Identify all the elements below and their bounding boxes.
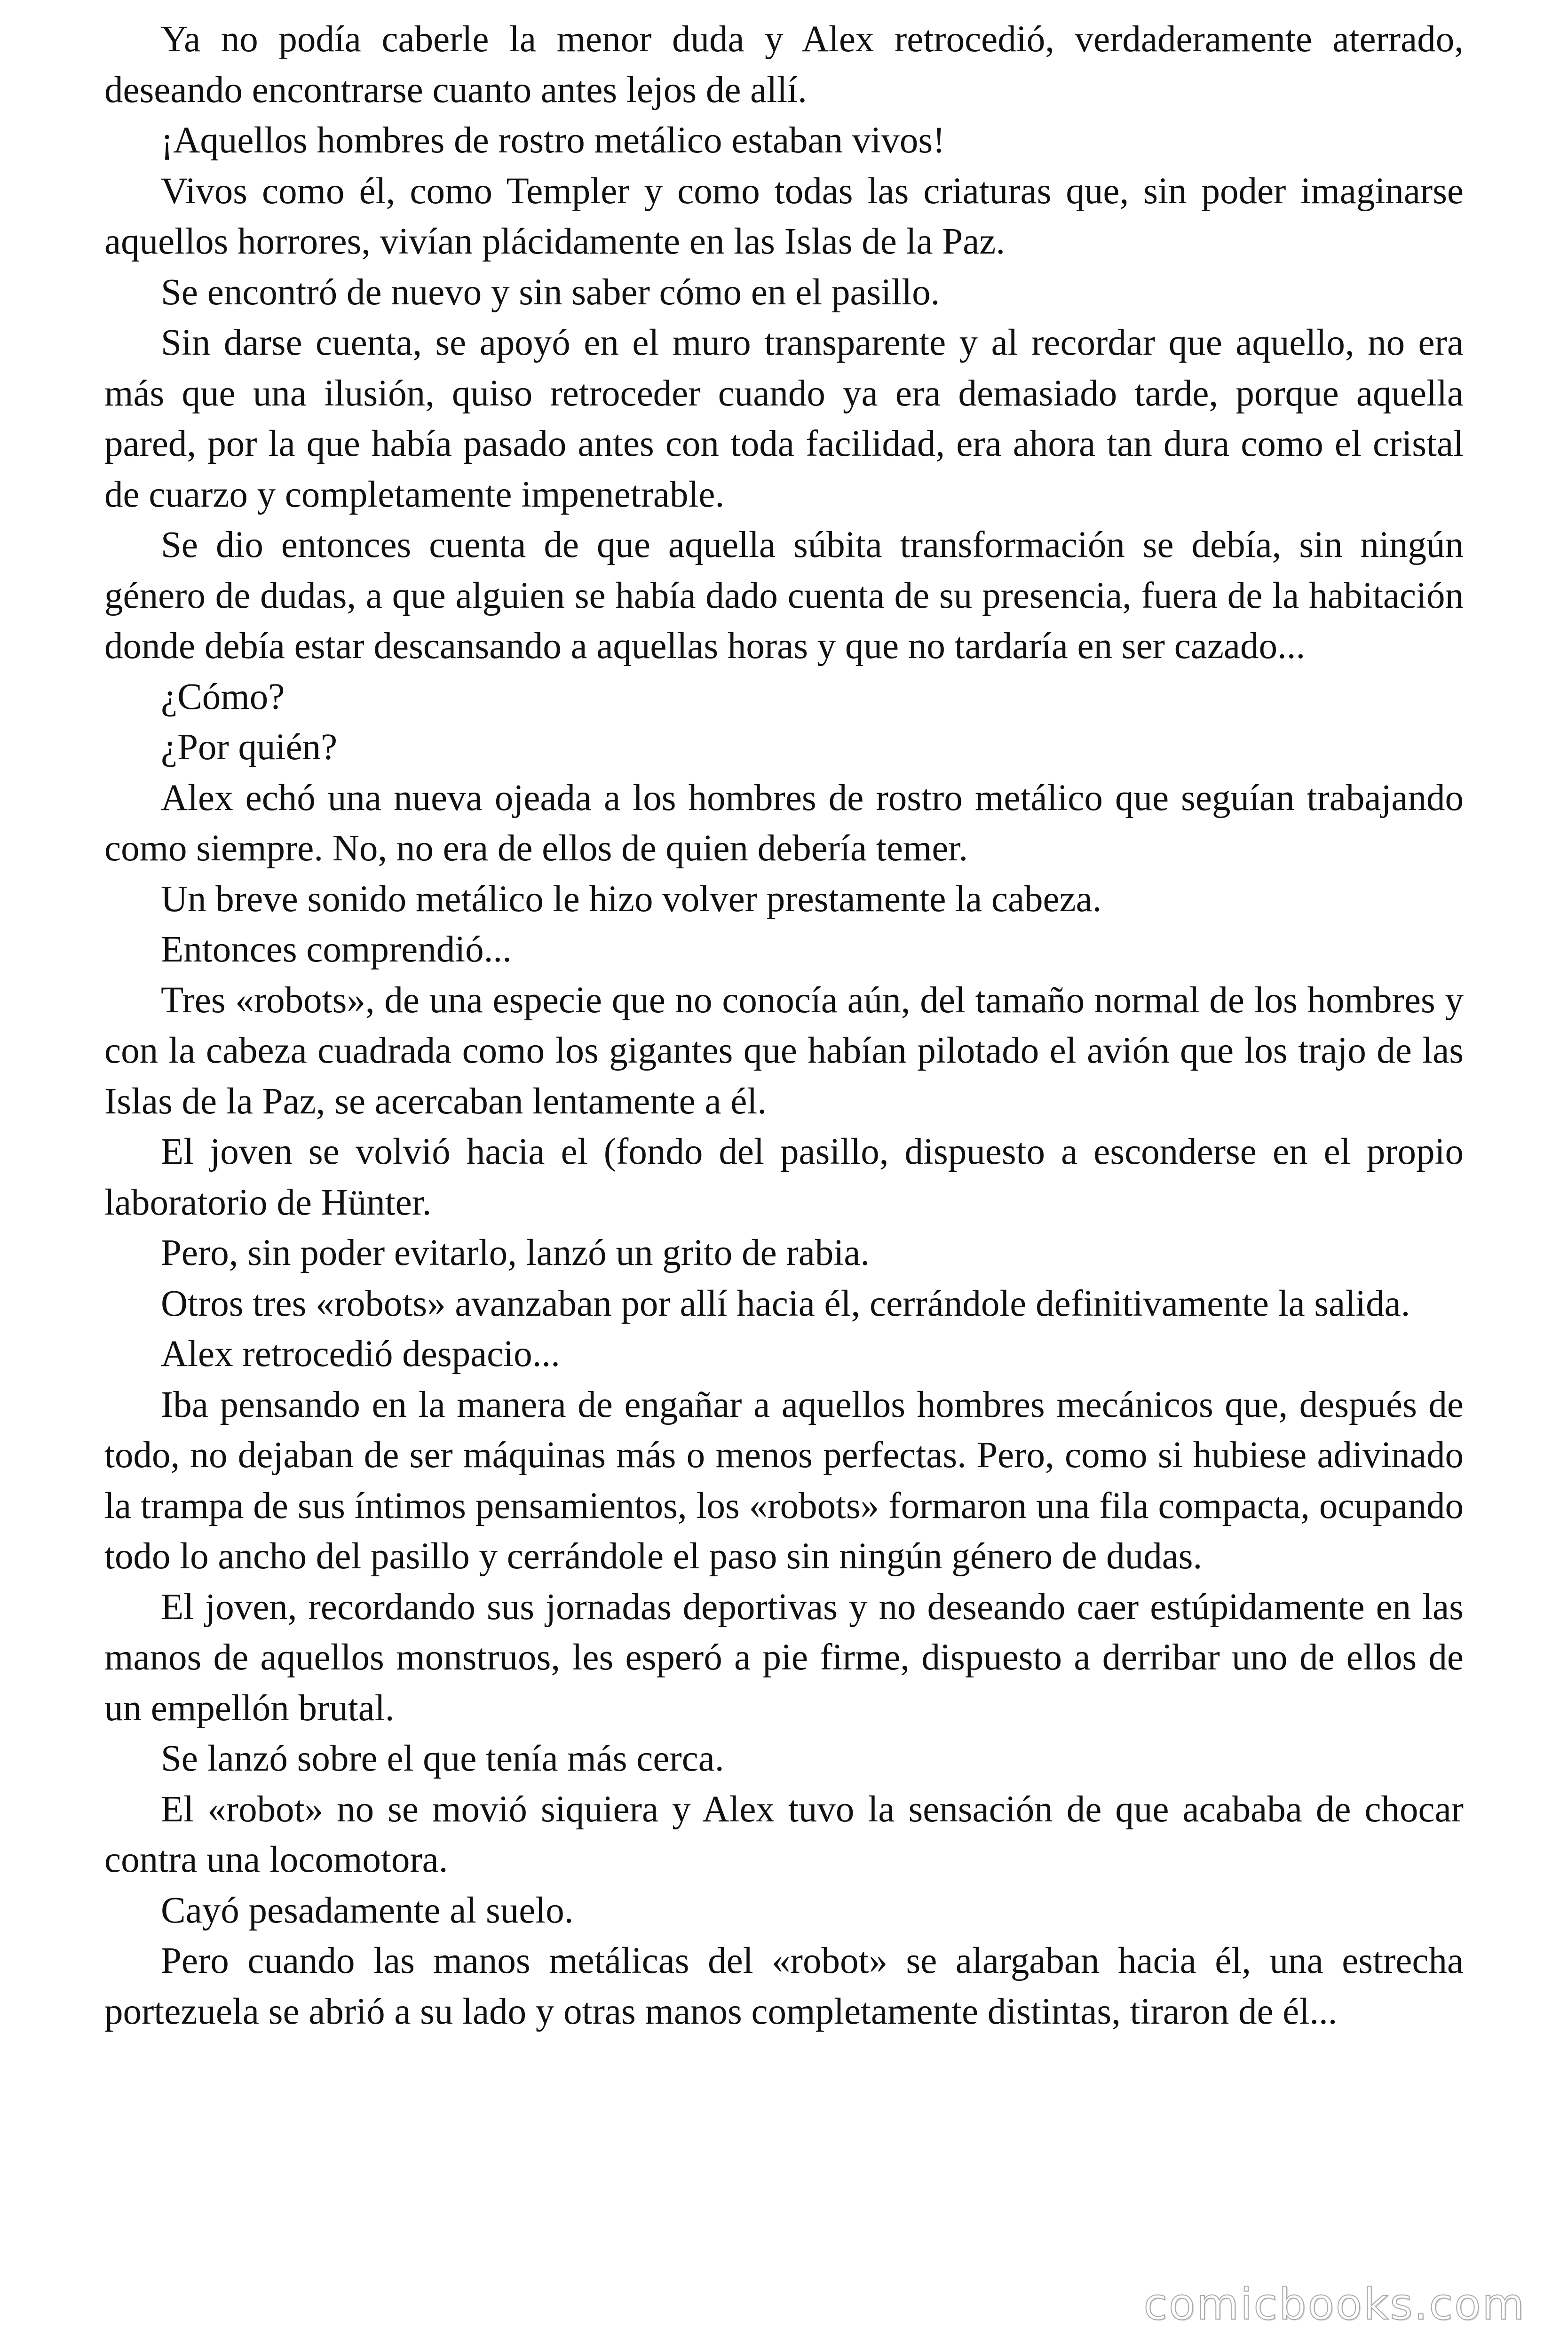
paragraph: Pero, sin poder evitarlo, lanzó un grito de rabia. [161,1232,870,1273]
paragraph: Se dio entonces cuenta de que aquella súbita transformación se debía, sin ningún género de dudas, a que alguien se había dado cuenta de su presencia, fuera de la habitación donde debía estar descansando a aquellas horas y que no tardaría en ser cazado... [104,524,1464,667]
paragraph: El joven se volvió hacia el (fondo del pasillo, dispuesto a esconderse en el propio laboratorio de Hünter. [104,1131,1464,1223]
paragraph: El joven, recordando sus jornadas deportivas y no deseando caer estúpidamente en las manos de aquellos monstruos, les esperó a pie firme, dispuesto a derribar uno de ellos de un empellón brutal. [104,1586,1464,1729]
paragraph: Cayó pesadamente al suelo. [161,1890,574,1931]
page-body [104,14,1464,2037]
paragraph: Se encontró de nuevo y sin saber cómo en el pasillo. [161,271,940,313]
paragraph: ¿Cómo? [161,676,285,717]
paragraph: Se lanzó sobre el que tenía más cerca. [161,1738,724,1779]
paragraph: El «robot» no se movió siquiera y Alex tuvo la sensación de que acababa de chocar contra una locomotora. [104,1788,1464,1880]
paragraph: Iba pensando en la manera de engañar a aquellos hombres mecánicos que, después de todo, no dejaban de ser máquinas más o menos perfectas. Pero, como si hubiese adivinado la trampa de sus íntimos pensamientos, los «robots» formaron una fila compacta, ocupando todo lo ancho del pasillo y cerrándole el paso sin ningún género de dudas. [104,1384,1464,1577]
site-watermark: comicbooks.com [1143,2279,1526,2329]
paragraph: Un breve sonido metálico le hizo volver prestamente la cabeza. [161,878,1102,920]
paragraph: Alex echó una nueva ojeada a los hombres de rostro metálico que seguían trabajando como siempre. No, no era de ellos de quien debería temer. [104,777,1464,869]
paragraph: Tres «robots», de una especie que no conocía aún, del tamaño normal de los hombres y con la cabeza cuadrada como los gigantes que habían pilotado el avión que los trajo de las Islas de la Paz, se acercaban lentamente a él. [104,979,1464,1122]
paragraph: Otros tres «robots» avanzaban por allí hacia él, cerrándole definitivamente la salida. [161,1283,1410,1324]
paragraph: ¡Aquellos hombres de rostro metálico estaban vivos! [161,120,945,161]
paragraph: Vivos como él, como Templer y como todas las criaturas que, sin poder imaginarse aquellos horrores, vivían plácidamente en las Islas de la Paz. [104,170,1464,262]
paragraph: Pero cuando las manos metálicas del «robot» se alargaban hacia él, una estrecha portezuela se abrió a su lado y otras manos completamente distintas, tiraron de él... [104,1940,1464,2032]
paragraph: Sin darse cuenta, se apoyó en el muro transparente y al recordar que aquello, no era más que una ilusión, quiso retroceder cuando ya era demasiado tarde, porque aquella pared, por la que había pasado antes con toda facilidad, era ahora tan dura como el cristal de cuarzo y completamente impenetrable. [104,322,1464,515]
paragraph: Alex retrocedió despacio... [161,1334,560,1375]
paragraph: Entonces comprendió... [161,929,512,970]
paragraph: ¿Por quién? [161,727,338,768]
paragraph: Ya no podía caberle la menor duda y Alex retrocedió, verdaderamente aterrado, deseando encontrarse cuanto antes lejos de allí. [104,19,1464,111]
